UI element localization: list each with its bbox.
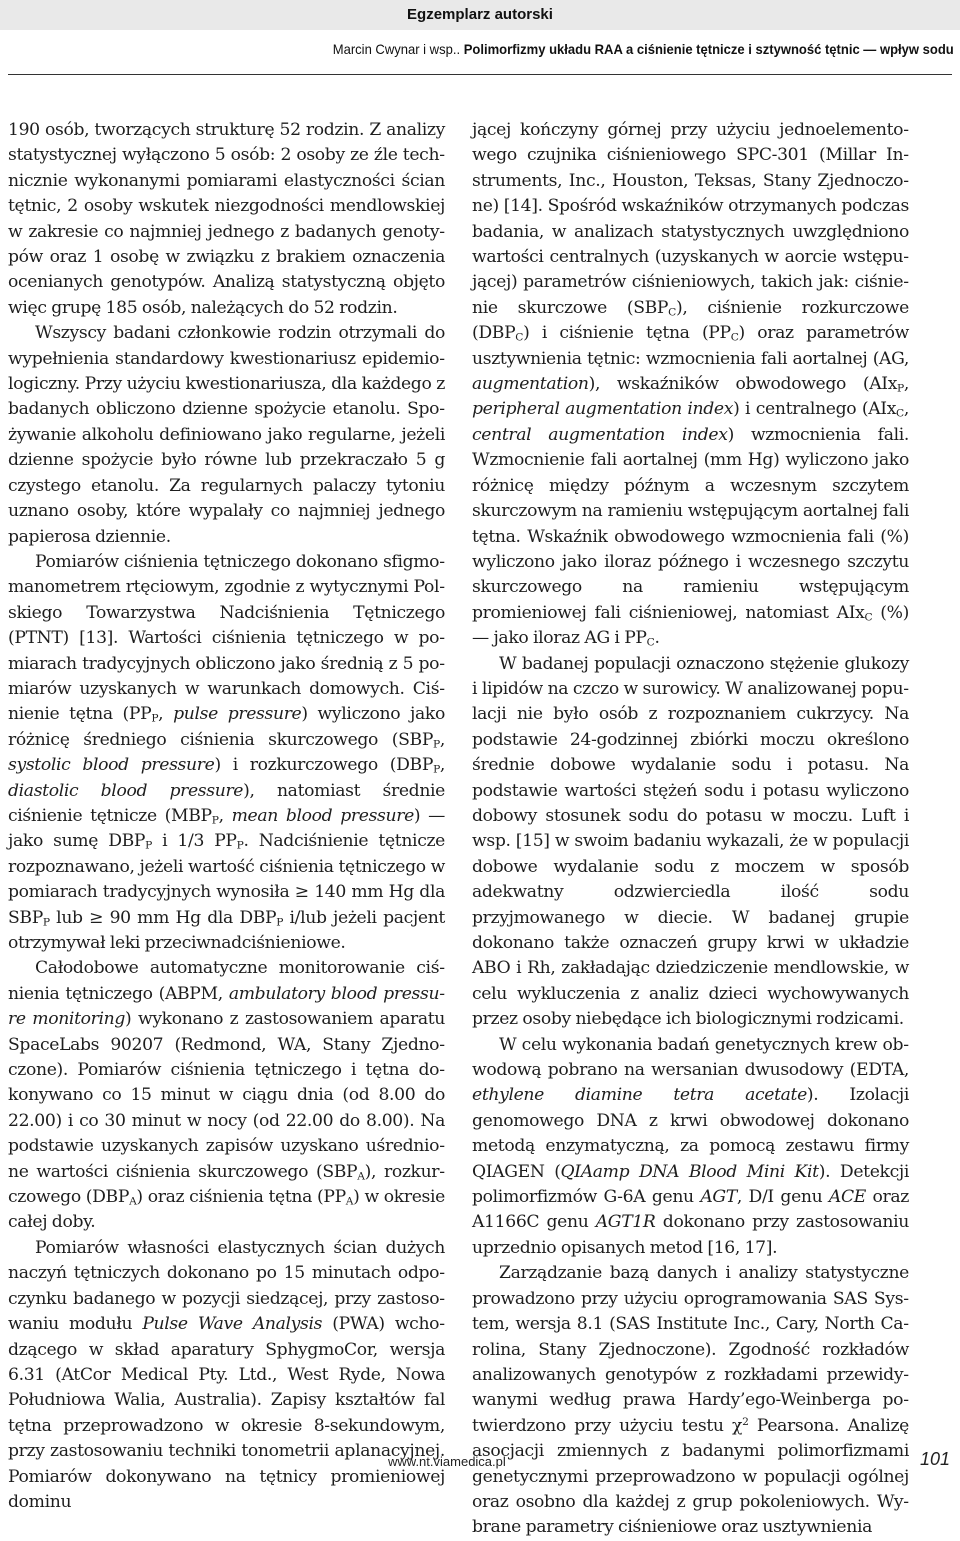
paragraph-study-group: 190 osób, tworzących strukturę 52 rodzin. Z analizy statystycznej wyłączono 5 osób: 2 osoby ze źle technicznie wykonanymi pomiarami elastyczności ścian tętnic, 2 osoby wskutek niezgodności mendlowskiej w zakresie co najmniej jednego z badanych genotypów oraz 1 osobę w związku z brakiem oznaczenia ocenianych genotypów. Analizą statystyczną objęto więc grupę 185 osób, należących do 52 rodzin.	[8, 120, 445, 318]
left-text-column	[8, 118, 445, 1515]
paragraph-questionnaire: Wszyscy badani członkowie rodzin otrzymali do wypełnienia standardowy kwestionariusz epidemiologiczny. Przy użyciu kwestionariusza, dla każdego z badanych obliczono dzienne spożycie etanolu. Spożywanie alkoholu definiowano jako regularne, jeżeli dzienne spożycie było równe lub przekraczało 5 g czystego etanolu. Za regularnych palaczy tytoniu uznano osoby, które wypalały co najmniej jednego papierosa dziennie.	[8, 323, 445, 547]
page-number: 101	[919, 1449, 950, 1469]
paragraph-blood-pressure-measurement: Pomiarów ciśnienia tętniczego dokonano sfigmomanometrem rtęciowym, zgodnie z wytycznymi Polskiego Towarzystwa Nadciśnienia Tętniczego (PTNT) [13]. Wartości ciśnienia tętniczego w pomiarach tradycyjnych obliczono jako średnią z 5 pomiarów uzyskanych w warunkach domowych. Ciśnienie tętna ($PP_P$, pulse pressure) wyliczono jako różnicę średniego ciśnienia skurczowego ($SBP_P$, systolic blood pressure) i rozkurczowego ($DBP_P$, diastolic blood pressure), natomiast średnie ciśnienie tętnicze ($MBP_P$, mean blood pressure) — jako sumę $DBP_P$ i 1/3 $PP_P$. Nadciśnienie tętnicze rozpoznawano, jeżeli wartość ciśnienia tętniczego w pomiarach tradycyjnych wynosiła ≥ 140 mm Hg dla $SBP_P$ lub ≥ 90 mm Hg dla $DBP_P$ i/lub jeżeli pacjent otrzymywał leki przeciwnadciśnieniowe.	[8, 551, 446, 953]
header-article-title: Polimorfizmy układu RAA a ciśnienie tętnicze i sztywność tętnic — wpływ sodu	[463, 41, 954, 57]
paragraph-abpm: Całodobowe automatyczne monitorowanie ciśnienia tętniczego (ABPM, ambulatory blood pressure monitoring) wykonano z zastosowaniem aparatu SpaceLabs 90207 (Redmond, WA, Stany Zjednoczone). Pomiarów ciśnienia tętniczego i tętna dokonywano co 15 minut w ciągu dnia (od 8.00 do 22.00) i co 30 minut w nocy (od 22.00 do 8.00). Na podstawie uzyskanych zapisów uzyskano uśrednione wartości ciśnienia skurczowego $(SBP_A)$, rozkurczowego $(DBP_A)$ oraz ciśnienia tętna $(PP_A)$ w okresie całej doby.	[8, 958, 446, 1233]
paragraph-arterial-elasticity: Pomiarów własności elastycznych ścian dużych naczyń tętniczych dokonano po 15 minutach odpoczynku badanego w pozycji siedzącej, przy zastosowaniu modułu Pulse Wave Analysis (PWA) wchodzącego w skład aparatury SphygmoCor, wersja 6.31 (AtCor Medical Pty. Ltd., West Ryde, Nowa Południowa Walia, Australia). Zapisy kształtów fal tętna przeprowadzono w okresie 8-sekundowym, przy zastosowaniu techniki tonometrii aplanacyjnej. Pomiarów dokonywano na tętnicy promieniowej dominu	[8, 1237, 445, 1512]
right-text-column	[472, 118, 909, 1541]
paragraph-central-parameters: jącej kończyny górnej przy użyciu jednoelementowego czujnika ciśnieniowego SPC-301 (Millar Instruments, Inc., Houston, Teksas, Stany Zjednoczone) [14]. Spośród wskaźników otrzymanych podczas badania, w analizach statystycznych uwzględniono wartości centralnych (uzyskanych w aorcie wstępującej) parametrów ciśnieniowych, takich jak: ciśnienie skurczowe $(SBP_C)$, ciśnienie rozkurczowe $(DBP_C)$ i ciśnienie tętna $(PP_C)$ oraz parametrów usztywnienia tętnic: wzmocnienia fali aortalnej (AG, augmentation), wskaźników obwodowego (AIx$_P$, peripheral augmentation index) i centralnego (AIx$_C$, central augmentation index) wzmocnienia fali. Wzmocnienie fali aortalnej (mm Hg) wyliczono jako różnicę między późnym a wczesnym szczytem skurczowym na ramieniu wstępującym aortalnej fali tętna. Wskaźnik obwodowego wzmocnienia fali (%) wyliczono jako iloraz późnego i wczesnego szczytu skurczowego na ramieniu wstępującym promieniowej fali ciśnieniowej, natomiast AIx$_C$ (%) — jako iloraz AG i $PP_C$.	[472, 120, 910, 649]
paragraph-statistics: Zarządzanie bazą danych i analizy statystyczne prowadzono przy użyciu oprogramowania SAS System, wersja 8.1 (SAS Institute Inc., Cary, North Carolina, Stany Zjednoczone). Zgodność rozkładów analizowanych genotypów z rozkładami przewidywanymi według prawa Hardy’ego-Weinberga potwierdzono przy użyciu testu $\chi^2$ Pearsona. Analizę asocjacji zmiennych z badanymi polimorfizmami genetycznymi przeprowadzono w populacji ogólnej oraz osobno dla każdej z grup pokoleniowych. Wybrane parametry ciśnieniowe oraz usztywnienia	[472, 1263, 910, 1538]
paragraph-laboratory-tests: W badanej populacji oznaczono stężenie glukozy i lipidów na czczo w surowicy. W analizowanej populacji nie było osób z rozpoznaniem cukrzycy. Na podstawie 24-godzinnej zbiórki moczu określono średnie dobowe wydalanie sodu i potasu. Na podstawie wartości stężeń sodu i potasu wyliczono dobowy stosunek sodu do potasu w moczu. Luft i wsp. [15] w swoim badaniu wykazali, że w populacji dobowe wydalanie sodu z moczem w sposób adekwatny odzwierciedla ilość sodu przyjmowanego w diecie. W badanej grupie dokonano także oznaczeń grupy krwi w układzie ABO i Rh, zakładając dziedziczenie mendlowskie, w celu wykluczenia z analiz dzieci wychowywanych przez osoby niebędące ich biologicznymi rodzicami.	[472, 653, 909, 1030]
footer-url: www.nt.viamedica.pl	[388, 1454, 506, 1469]
header-divider	[8, 74, 952, 75]
author-copy-banner: Egzemplarz autorski	[0, 0, 960, 30]
running-header: Marcin Cwynar i wsp.. Polimorfizmy układu RAA a ciśnienie tętnicze i sztywność tętnic — wpływ sodu	[333, 41, 954, 57]
header-authors: Marcin Cwynar i wsp.	[333, 41, 457, 57]
paragraph-genetic-tests: W celu wykonania badań genetycznych krew obwodową pobrano na wersanian dwusodowy (EDTA, ethylene diamine tetra acetate). Izolacji genomowego DNA z krwi obwodowej dokonano metodą enzymatyczną, za pomocą zestawu firmy QIAGEN (QIAamp DNA Blood Mini Kit). Detekcji polimorfizmów G-6A genu AGT, D/I genu ACE oraz A1166C genu AGT1R dokonano przy zastosowaniu uprzednio opisanych metod [16, 17].	[472, 1034, 910, 1258]
